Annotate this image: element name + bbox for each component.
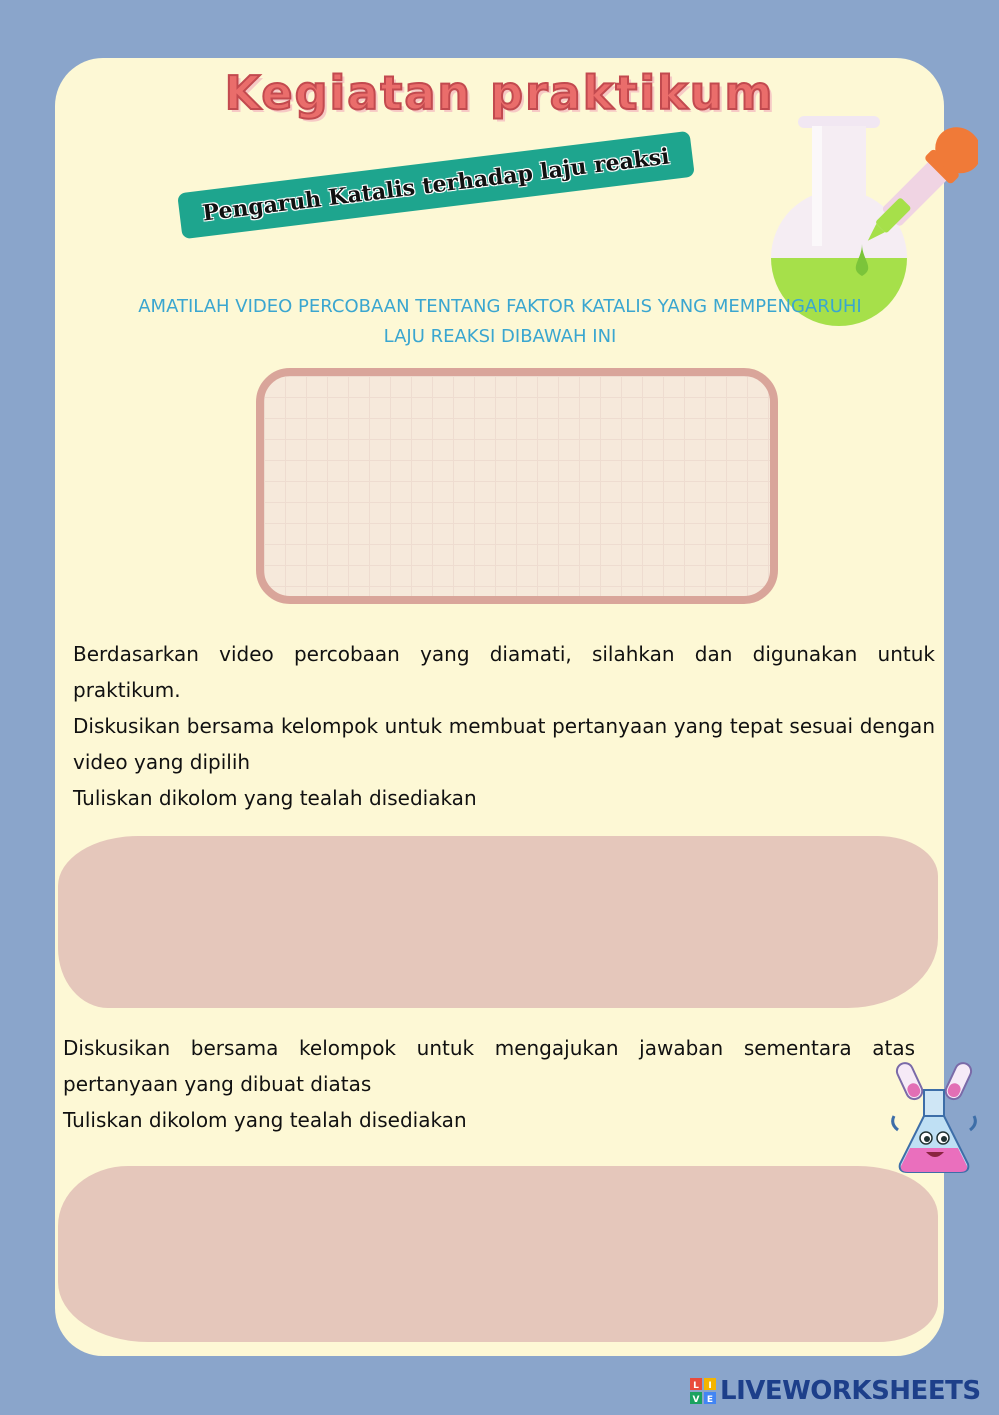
- section-1-paragraph-1: Berdasarkan video percobaan yang diamati, silahkan dan digunakan untuk praktikum.: [73, 642, 935, 702]
- subtitle-text: Pengaruh Katalis terhadap laju reaksi: [201, 143, 671, 227]
- logo-letter-i: I: [708, 1381, 712, 1391]
- instruction-line-2: LAJU REAKSI DIBAWAH INI: [383, 326, 617, 347]
- brand-name: LIVEWORKSHEETS: [720, 1376, 981, 1406]
- video-frame[interactable]: [256, 368, 778, 604]
- section-2-paragraph-2: Tuliskan dikolom yang tealah disediakan: [63, 1108, 467, 1132]
- liveworksheets-logo-icon: [690, 1378, 716, 1404]
- logo-letter-v: V: [692, 1395, 700, 1404]
- section-2-paragraph-1: Diskusikan bersama kelompok untuk mengajukan jawaban sementara atas pertanyaan yang dibuat diatas: [63, 1036, 915, 1096]
- logo-letter-l: L: [693, 1381, 699, 1391]
- question-answer-box[interactable]: [58, 836, 938, 1008]
- instruction-text: [120, 292, 880, 352]
- section-1-paragraph-2: Diskusikan bersama kelompok untuk membuat pertanyaan yang tepat sesuai dengan video yang dipilih: [73, 714, 935, 774]
- section-1-text: [73, 636, 935, 816]
- section-2-text: [63, 1030, 915, 1138]
- logo-letter-e: E: [706, 1395, 714, 1404]
- page-title: Kegiatan praktikum: [224, 66, 775, 120]
- section-1-paragraph-3: Tuliskan dikolom yang tealah disediakan: [73, 786, 477, 810]
- liveworksheets-brand[interactable]: [690, 1374, 981, 1408]
- flask-mascot-icon: [888, 1060, 980, 1178]
- hypothesis-answer-box[interactable]: [58, 1166, 938, 1342]
- instruction-line-1: AMATILAH VIDEO PERCOBAAN TENTANG FAKTOR KATALIS YANG MEMPENGARUHI: [138, 296, 862, 317]
